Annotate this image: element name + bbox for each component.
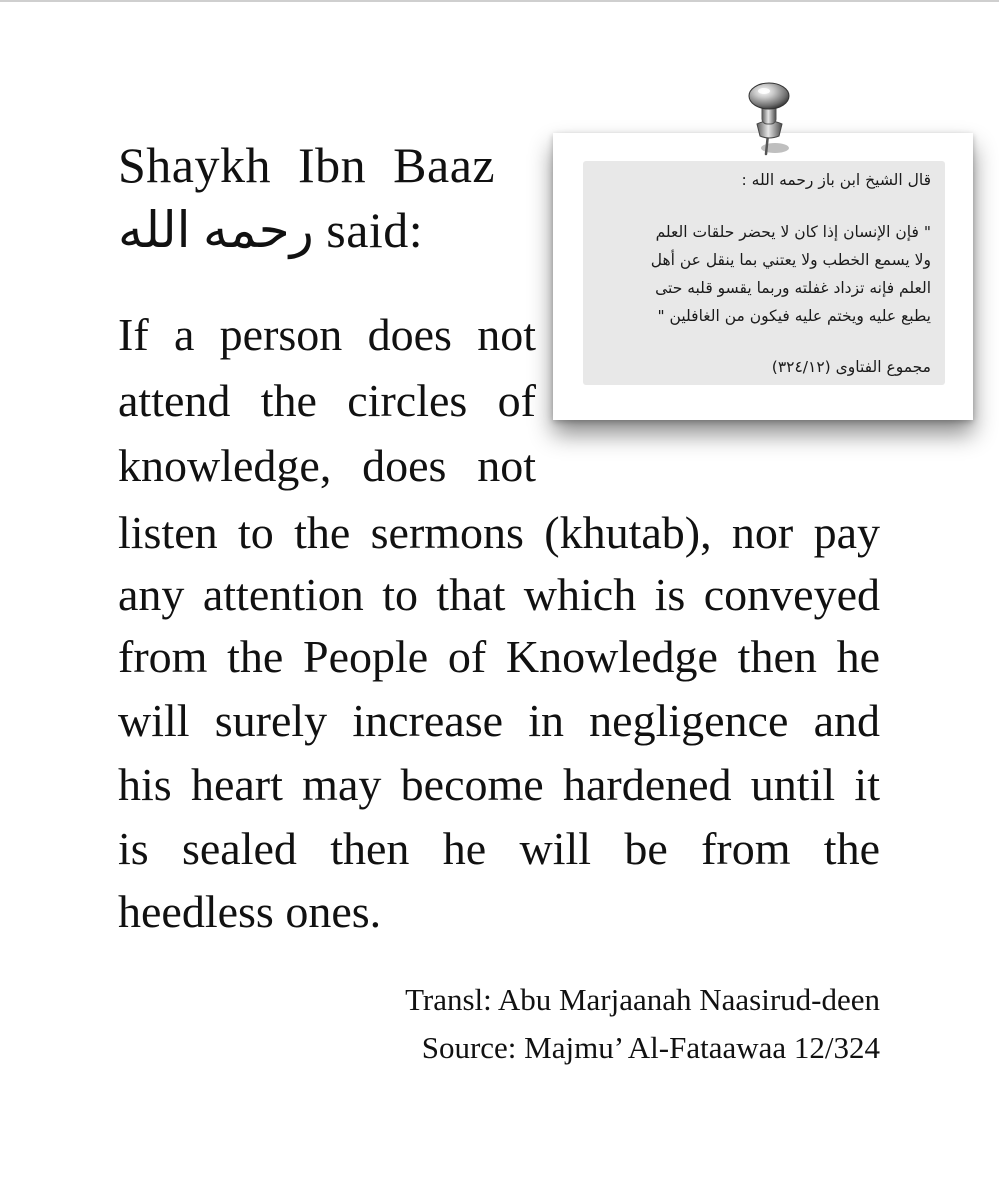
source-credit: Source: Majmu’ Al-Fataawaa 12/324 [421, 1030, 880, 1065]
quote-line: his heart may become hardened until it [118, 759, 880, 810]
arabic-source-line: مجموع الفتاوى (٣٢٤/١٢) [771, 358, 931, 376]
arabic-line: يطبع عليه ويختم عليه فيكون من الغافلين " [657, 307, 931, 325]
top-divider [0, 0, 999, 2]
quote-line: heedless ones. [118, 886, 382, 937]
heading-line-2: رحمه الله said: [118, 202, 424, 258]
arabic-text-panel [583, 161, 945, 385]
quote-line: will surely increase in negligence and [118, 695, 880, 746]
quote-line: If a person does not [118, 309, 536, 360]
translator-credit: Transl: Abu Marjaanah Naasirud-deen [405, 982, 880, 1017]
quote-line: attend the circles of [118, 375, 536, 426]
quote-line: is sealed then he will be from the [118, 823, 880, 874]
heading-line-1: Shaykh Ibn Baaz [118, 137, 496, 193]
pushpin-icon [735, 78, 805, 160]
quote-line: knowledge, does not [118, 440, 536, 491]
quote-line: any attention to that which is conveyed [118, 569, 880, 620]
arabic-line: العلم فإنه تزداد غفلته وربما يقسو قلبه حتى [655, 279, 931, 297]
arabic-line: " فإن الإنسان إذا كان لا يحضر حلقات العلم [655, 223, 931, 241]
arabic-quote-card [553, 133, 973, 420]
arabic-line: قال الشيخ ابن باز رحمه الله : [741, 171, 931, 189]
quote-line: from the People of Knowledge then he [118, 631, 880, 682]
arabic-line: ولا يسمع الخطب ولا يعتني بما ينقل عن أهل [650, 251, 931, 269]
quote-line: listen to the sermons (khutab), nor pay [118, 507, 880, 558]
